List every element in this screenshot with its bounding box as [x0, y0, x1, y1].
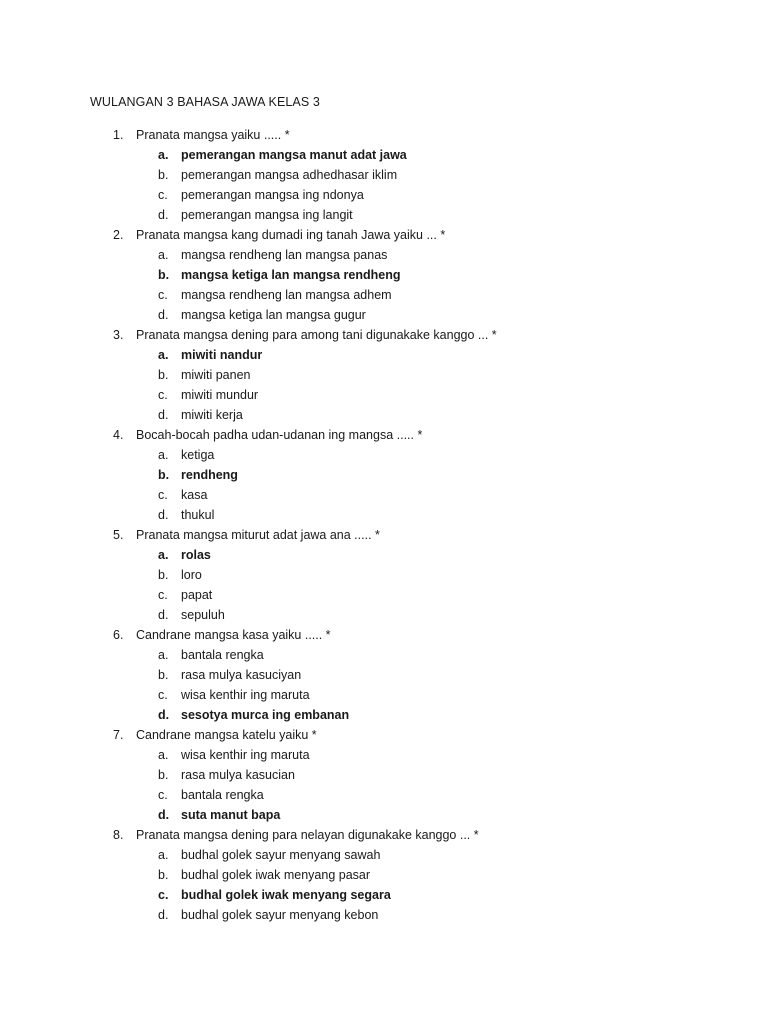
option-letter: c.	[158, 888, 169, 902]
option-letter: d.	[158, 608, 169, 622]
option-letter: b.	[158, 468, 170, 482]
question-number: 6.	[113, 628, 124, 642]
option-letter: c.	[158, 488, 168, 502]
option-text: budhal golek iwak menyang pasar	[181, 868, 371, 882]
question-item	[0, 825, 768, 845]
option-text: pemerangan mangsa ing ndonya	[181, 188, 364, 202]
option-letter: b.	[158, 868, 169, 882]
question-item	[0, 725, 768, 745]
option-letter: d.	[158, 508, 169, 522]
option-text: rolas	[181, 548, 211, 562]
option-text: kasa	[181, 488, 208, 502]
question-text: Pranata mangsa dening para among tani digunakake kanggo ... *	[136, 328, 497, 342]
option-letter: d.	[158, 408, 169, 422]
option-letter: d.	[158, 908, 169, 922]
option-text: mangsa rendheng lan mangsa panas	[181, 248, 388, 262]
answer-option	[0, 305, 768, 325]
answer-option	[0, 765, 768, 785]
answer-option	[0, 385, 768, 405]
option-letter: c.	[158, 388, 168, 402]
option-letter: a.	[158, 348, 169, 362]
question-number: 3.	[113, 328, 124, 342]
question-item	[0, 225, 768, 245]
option-letter: b.	[158, 268, 170, 282]
question-item	[0, 425, 768, 445]
answer-option	[0, 185, 768, 205]
document-title: WULANGAN 3 BAHASA JAWA KELAS 3	[90, 95, 320, 109]
option-letter: b.	[158, 568, 169, 582]
answer-option-correct	[0, 705, 768, 725]
option-text: budhal golek iwak menyang segara	[181, 888, 391, 902]
option-text: wisa kenthir ing maruta	[181, 688, 310, 702]
option-letter: a.	[158, 148, 169, 162]
option-text: pemerangan mangsa adhedhasar iklim	[181, 168, 398, 182]
option-letter: a.	[158, 748, 169, 762]
option-letter: d.	[158, 308, 169, 322]
option-text: rendheng	[181, 468, 238, 482]
answer-option-correct	[0, 265, 768, 285]
option-letter: c.	[158, 288, 168, 302]
option-letter: a.	[158, 848, 169, 862]
option-text: pemerangan mangsa ing langit	[181, 208, 353, 222]
option-text: mangsa ketiga lan mangsa gugur	[181, 308, 366, 322]
option-text: pemerangan mangsa manut adat jawa	[181, 148, 407, 162]
question-number: 4.	[113, 428, 124, 442]
answer-option-correct	[0, 805, 768, 825]
option-text: budhal golek sayur menyang sawah	[181, 848, 381, 862]
option-text: sepuluh	[181, 608, 225, 622]
option-letter: b.	[158, 668, 169, 682]
option-text: papat	[181, 588, 213, 602]
option-text: rasa mulya kasucian	[181, 768, 295, 782]
option-letter: b.	[158, 368, 169, 382]
question-list	[0, 125, 768, 925]
answer-option	[0, 245, 768, 265]
answer-option-correct	[0, 345, 768, 365]
option-letter: d.	[158, 208, 169, 222]
answer-option	[0, 205, 768, 225]
option-letter: d.	[158, 708, 170, 722]
question-number: 7.	[113, 728, 124, 742]
answer-option	[0, 585, 768, 605]
question-text: Pranata mangsa yaiku ..... *	[136, 128, 290, 142]
option-text: rasa mulya kasuciyan	[181, 668, 302, 682]
option-letter: c.	[158, 188, 168, 202]
answer-option	[0, 485, 768, 505]
option-text: ketiga	[181, 448, 215, 462]
answer-option	[0, 165, 768, 185]
answer-option	[0, 645, 768, 665]
question-number: 2.	[113, 228, 124, 242]
answer-option	[0, 905, 768, 925]
option-text: miwiti nandur	[181, 348, 263, 362]
option-letter: d.	[158, 808, 170, 822]
answer-option-correct	[0, 885, 768, 905]
option-text: miwiti kerja	[181, 408, 243, 422]
answer-option	[0, 745, 768, 765]
answer-option	[0, 685, 768, 705]
answer-option	[0, 405, 768, 425]
option-letter: c.	[158, 588, 168, 602]
option-text: suta manut bapa	[181, 808, 281, 822]
answer-option	[0, 445, 768, 465]
option-letter: b.	[158, 768, 169, 782]
option-text: loro	[181, 568, 202, 582]
question-text: Pranata mangsa kang dumadi ing tanah Jawa yaiku ... *	[136, 228, 446, 242]
question-item	[0, 125, 768, 145]
option-text: mangsa rendheng lan mangsa adhem	[181, 288, 392, 302]
question-text: Pranata mangsa miturut adat jawa ana ..... *	[136, 528, 380, 542]
option-letter: a.	[158, 248, 169, 262]
answer-option	[0, 865, 768, 885]
answer-option	[0, 785, 768, 805]
question-item	[0, 525, 768, 545]
option-letter: a.	[158, 548, 169, 562]
option-letter: a.	[158, 448, 169, 462]
question-number: 5.	[113, 528, 124, 542]
option-letter: a.	[158, 648, 169, 662]
answer-option	[0, 845, 768, 865]
option-text: miwiti panen	[181, 368, 251, 382]
option-text: sesotya murca ing embanan	[181, 708, 350, 722]
option-text: miwiti mundur	[181, 388, 259, 402]
question-number: 8.	[113, 828, 124, 842]
question-number: 1.	[113, 128, 124, 142]
answer-option	[0, 565, 768, 585]
option-text: bantala rengka	[181, 648, 264, 662]
question-text: Candrane mangsa katelu yaiku *	[136, 728, 317, 742]
option-text: thukul	[181, 508, 215, 522]
option-letter: c.	[158, 788, 168, 802]
question-item	[0, 325, 768, 345]
question-text: Candrane mangsa kasa yaiku ..... *	[136, 628, 331, 642]
answer-option	[0, 285, 768, 305]
answer-option	[0, 505, 768, 525]
answer-option	[0, 365, 768, 385]
answer-option	[0, 665, 768, 685]
question-item	[0, 625, 768, 645]
answer-option	[0, 605, 768, 625]
option-text: mangsa ketiga lan mangsa rendheng	[181, 268, 401, 282]
option-letter: c.	[158, 688, 168, 702]
question-text: Pranata mangsa dening para nelayan digunakake kanggo ... *	[136, 828, 479, 842]
question-text: Bocah-bocah padha udan-udanan ing mangsa ..... *	[136, 428, 423, 442]
option-text: budhal golek sayur menyang kebon	[181, 908, 379, 922]
answer-option-correct	[0, 145, 768, 165]
option-text: bantala rengka	[181, 788, 264, 802]
answer-option-correct	[0, 465, 768, 485]
option-letter: b.	[158, 168, 169, 182]
answer-option-correct	[0, 545, 768, 565]
option-text: wisa kenthir ing maruta	[181, 748, 310, 762]
